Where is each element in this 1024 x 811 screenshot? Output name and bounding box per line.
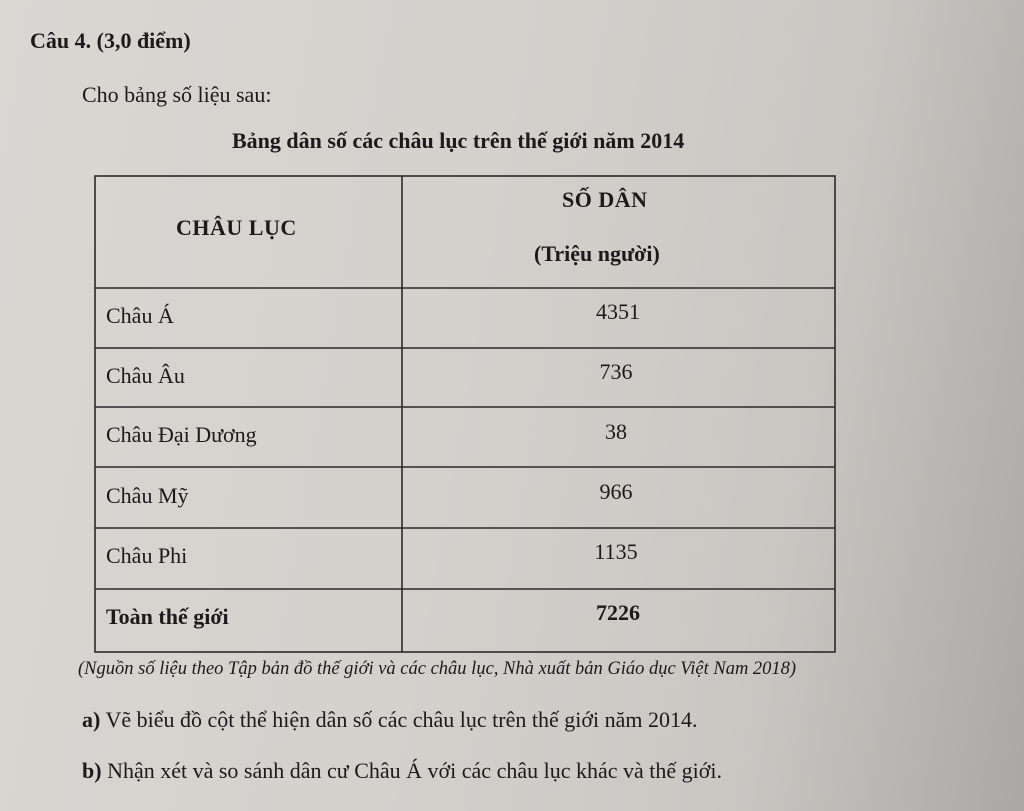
header-population-unit: (Triệu người) (534, 241, 660, 266)
row-name-asia: Châu Á (106, 303, 174, 328)
header-continent: CHÂU LỤC (176, 215, 297, 240)
header-population: SỐ DÂN (562, 187, 648, 212)
row-value-europe: 736 (599, 359, 633, 384)
task-a-label: a) (82, 707, 101, 732)
task-b-label: b) (82, 758, 102, 783)
task-a (82, 707, 697, 733)
row-value-america: 966 (599, 479, 633, 504)
row-value-asia: 4351 (596, 299, 640, 324)
row-value-oceania: 38 (605, 419, 627, 444)
source-note: (Nguồn số liệu theo Tập bản đồ thế giới và các châu lục, Nhà xuất bản Giáo dục Việt Nam 2018) (78, 659, 797, 679)
intro-text: Cho bảng số liệu sau: (82, 82, 272, 107)
table-grid (94, 175, 836, 653)
row-name-world: Toàn thế giới (106, 604, 229, 629)
task-b (82, 758, 722, 784)
row-name-europe: Châu Âu (106, 363, 185, 388)
table-title: Bảng dân số các châu lục trên thế giới năm 2014 (232, 128, 685, 153)
task-a-text: Vẽ biểu đồ cột thể hiện dân số các châu lục trên thế giới năm 2014. (105, 707, 698, 732)
population-table (94, 175, 836, 653)
row-value-world: 7226 (596, 600, 640, 625)
row-name-oceania: Châu Đại Dương (106, 422, 257, 447)
row-value-africa: 1135 (594, 539, 638, 564)
question-title: Câu 4. (3,0 điểm) (30, 28, 191, 53)
task-b-text: Nhận xét và so sánh dân cư Châu Á với các châu lục khác và thế giới. (107, 758, 722, 783)
row-name-america: Châu Mỹ (106, 483, 189, 508)
row-name-africa: Châu Phi (106, 543, 188, 568)
